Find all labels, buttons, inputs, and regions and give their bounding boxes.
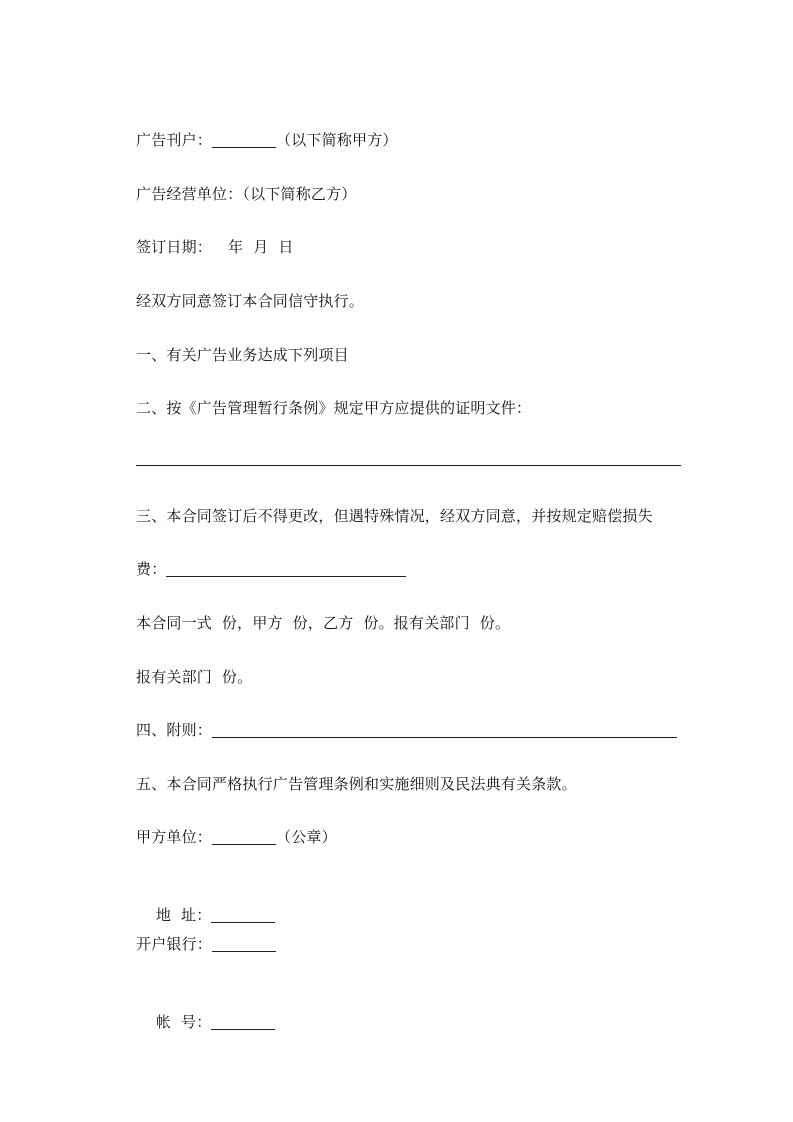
sign-month: 月 — [253, 238, 269, 256]
clause-3-line-1: 三、本合同签订后不得更改，但遇特殊情况，经双方同意，并按规定赔偿损失 — [136, 507, 653, 525]
bank-blank[interactable] — [212, 935, 276, 952]
sign-date-label: 签订日期： — [136, 238, 213, 256]
copies-line-2: 报有关部门 份。 — [136, 668, 253, 686]
clause-4-blank[interactable] — [212, 721, 677, 738]
copies-line: 本合同一式 份，甲方 份，乙方 份。报有关部门 份。 — [136, 614, 511, 632]
clause-4-label: 四、附则： — [136, 721, 213, 739]
address-label: 地 址： — [155, 906, 212, 924]
bank-label: 开户银行： — [136, 935, 213, 953]
clause-5: 五、本合同严格执行广告管理条例和实施细则及民法典有关条款。 — [136, 775, 577, 793]
sign-day: 日 — [278, 238, 294, 256]
operator-line — [136, 182, 681, 206]
advertiser-blank[interactable] — [212, 131, 276, 148]
party-a-unit-blank[interactable] — [212, 828, 276, 845]
party-a-unit-line — [136, 825, 681, 849]
clause-3-fee-blank[interactable] — [166, 560, 406, 577]
advertiser-line — [136, 128, 681, 152]
address-line — [136, 879, 681, 924]
account-line — [136, 986, 681, 1031]
sign-year: 年 — [228, 238, 244, 256]
intro-text: 经双方同意签订本合同信守执行。 — [136, 292, 365, 310]
bank-line — [136, 932, 681, 956]
sign-date-line — [136, 235, 681, 259]
advertiser-note: （以下简称甲方） — [276, 131, 398, 149]
clause-4-line — [136, 718, 681, 742]
operator-note: （以下简称乙方） — [242, 185, 357, 203]
clause-2-blank-rule[interactable] — [136, 465, 681, 466]
operator-label: 广告经营单位： — [136, 185, 243, 203]
clause-1: 一、有关广告业务达成下列项目 — [136, 346, 349, 364]
party-a-unit-note: （公章） — [276, 828, 337, 846]
party-a-unit-label: 甲方单位： — [136, 828, 213, 846]
clause-2: 二、按《广告管理暂行条例》规定甲方应提供的证明文件： — [136, 399, 532, 417]
account-label: 帐 号： — [155, 1013, 212, 1031]
account-blank[interactable] — [211, 1013, 275, 1030]
address-blank[interactable] — [211, 906, 275, 923]
advertiser-label: 广告刊户： — [136, 131, 213, 149]
clause-3-fee-label: 费： — [136, 560, 167, 578]
clause-3-line-2 — [136, 557, 681, 581]
